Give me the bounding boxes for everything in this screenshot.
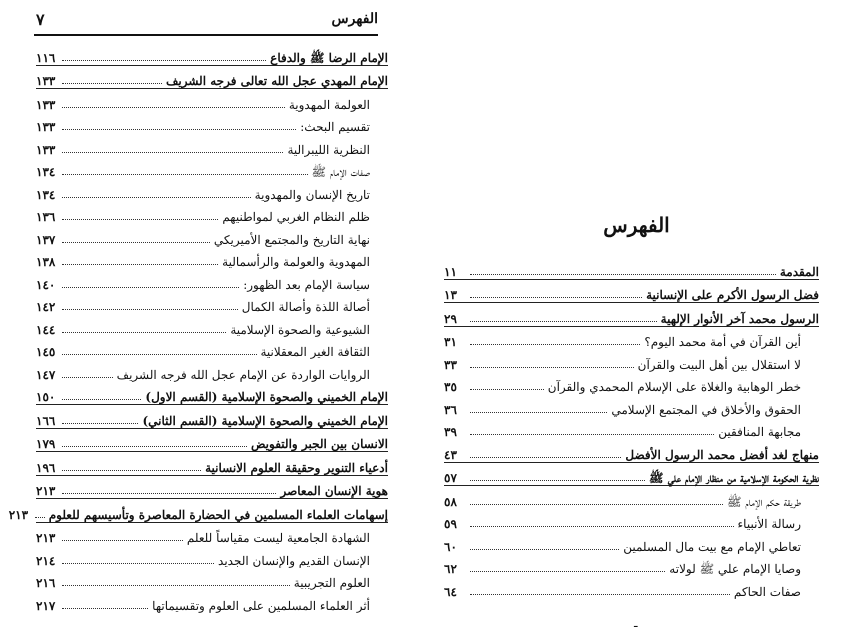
- toc-entry-title: الإمام الرضا ﷺ والدفاع: [270, 50, 388, 65]
- dot-leader: [62, 83, 162, 84]
- page-header: [34, 8, 378, 36]
- toc-entry: [36, 452, 388, 476]
- toc-entry-title: منهاج لغد أفضل محمد الرسول الأفضل: [625, 447, 819, 462]
- toc-list-left: [8, 42, 388, 613]
- toc-entry: [444, 372, 819, 395]
- toc-entry-title: المقدمة: [779, 264, 819, 279]
- toc-entry-title: الإمام المهدي عجل الله تعالى فرجه الشريف: [165, 74, 388, 88]
- toc-entry-title: النظرية الليبرالية: [287, 142, 370, 157]
- toc-entry-title: إسهامات العلماء المسلمين في الحضارة المعاصرة وتأسيسهم للعلوم: [48, 507, 388, 522]
- toc-entry: [36, 66, 388, 90]
- dot-leader: [470, 344, 640, 345]
- dot-leader: [470, 504, 723, 505]
- toc-entry: [444, 303, 819, 327]
- toc-entry-page: ١٤٥: [36, 345, 56, 359]
- toc-entry-title: خطر الوهابية والغلاة على الإسلام المحمدي والقرآن: [547, 380, 801, 394]
- toc-entry: [444, 280, 819, 304]
- dot-leader: [470, 594, 730, 595]
- toc-entry-page: ٢١٣: [36, 484, 56, 498]
- toc-entry: [36, 112, 388, 135]
- toc-entry-title: سياسة الإمام بعد الظهور:: [243, 277, 370, 292]
- dot-leader: [62, 399, 141, 400]
- toc-entry: [36, 202, 388, 225]
- toc-entry-page: ١٤٢: [36, 300, 56, 314]
- toc-entry: [444, 463, 819, 487]
- toc-entry-page: ١٦٦: [36, 413, 56, 428]
- toc-entry: [36, 42, 388, 66]
- dot-leader: [62, 219, 218, 220]
- dot-leader: [62, 264, 218, 265]
- dot-leader: [62, 377, 113, 378]
- dot-leader: [470, 412, 607, 413]
- toc-entry-page: ٢١٧: [36, 598, 56, 613]
- toc-entry-title: تاريخ الإنسان والمهدوية: [254, 187, 370, 202]
- toc-entry: [444, 576, 819, 599]
- toc-entry-page: ١١٦: [36, 50, 56, 65]
- toc-entry: [36, 179, 388, 202]
- dot-leader: [62, 608, 148, 609]
- dot-leader: [62, 107, 285, 108]
- toc-entry: [36, 429, 388, 453]
- toc-entry-page: ٣٣: [444, 357, 457, 372]
- toc-entry: [444, 349, 819, 372]
- toc-entry-title: نهاية التاريخ والمجتمع الأميريكي: [213, 232, 370, 247]
- toc-entry-page: ١٣٧: [36, 232, 56, 247]
- toc-entry: [444, 486, 819, 509]
- toc-entry: [36, 247, 388, 270]
- toc-entry: [444, 417, 819, 440]
- toc-entry-page: ١٤٠: [36, 277, 56, 292]
- toc-entry-page: ١٣٤: [36, 187, 56, 202]
- toc-entry-page: ٢١٤: [36, 553, 56, 568]
- dot-leader: [470, 297, 642, 298]
- toc-entry-title: رسالة الأنبياء: [737, 517, 801, 531]
- toc-entry-page: ١٣٣: [36, 120, 56, 134]
- toc-entry: [444, 554, 819, 577]
- dot-leader: [62, 129, 296, 130]
- toc-entry-page: ١٧٩: [36, 437, 56, 451]
- dot-leader: [62, 423, 138, 424]
- dot-leader: [470, 480, 645, 481]
- dot-leader: [62, 242, 210, 243]
- toc-entry: [36, 523, 388, 546]
- toc-entry-page: ٢١٣: [36, 531, 56, 545]
- toc-entry-page: ١٤٧: [36, 367, 56, 382]
- toc-list-right: [444, 256, 819, 599]
- toc-entry: [36, 337, 388, 360]
- toc-entry-page: ٣٩: [444, 425, 457, 439]
- toc-entry-page: ٣٦: [444, 402, 457, 417]
- toc-entry: [36, 590, 388, 613]
- dot-leader: [470, 367, 634, 368]
- toc-entry-title: تعاطي الإمام مع بيت مال المسلمين: [623, 539, 801, 554]
- toc-entry-title: الإنسان القديم والإنسان الجديد: [218, 553, 370, 568]
- toc-entry: [444, 256, 819, 280]
- toc-entry-page: ٦٠: [444, 539, 457, 554]
- toc-entry-title: المهدوية والعولمة والرأسمالية: [222, 255, 370, 269]
- toc-entry-page: ١٣٤: [36, 165, 56, 179]
- toc-entry-page: ١٣٨: [36, 255, 56, 269]
- dot-leader: [62, 309, 238, 310]
- toc-entry: [36, 134, 388, 157]
- toc-entry-title: العلوم التجريبية: [293, 576, 370, 590]
- toc-entry: [36, 382, 388, 406]
- toc-entry-title: أثر العلماء المسلمين على العلوم وتقسيماتها: [152, 598, 370, 613]
- toc-entry-title: الانسان بين الجبر والتفويض: [250, 437, 388, 451]
- dot-leader: [62, 585, 290, 586]
- toc-entry-title: طريقة حكم الإمام ﷺ: [727, 494, 801, 509]
- page-number: ٧: [36, 10, 45, 29]
- toc-entry-page: ٢١٦: [36, 576, 56, 590]
- toc-entry-title: لا استقلال بين أهل البيت والقرآن: [637, 357, 801, 372]
- toc-entry-page: ٢٩: [444, 311, 457, 326]
- toc-entry-title: الإمام الخميني والصحوة الإسلامية (القسم الاول): [145, 390, 388, 404]
- toc-entry: [8, 499, 388, 523]
- toc-entry-page: ١٣: [444, 288, 457, 302]
- toc-entry-title: الرسول محمد آخر الأنوار الإلهية: [660, 311, 819, 326]
- toc-entry-page: ٥٩: [444, 517, 457, 531]
- page-mark: ـ: [634, 616, 638, 630]
- toc-entry-page: ١٣٦: [36, 210, 56, 224]
- toc-entry: [36, 476, 388, 500]
- dot-leader: [62, 446, 247, 447]
- toc-entry-page: ٥٧: [444, 471, 457, 485]
- toc-entry: [36, 224, 388, 247]
- toc-entry-page: ٤٣: [444, 447, 457, 462]
- dot-leader: [470, 274, 776, 275]
- toc-entry: [36, 314, 388, 337]
- toc-entry-title: صفات الإمام ﷺ: [311, 165, 370, 179]
- toc-entry-page: ١١: [444, 264, 457, 279]
- toc-entry-page: ١٣٣: [36, 142, 56, 157]
- dot-leader: [62, 470, 201, 471]
- toc-entry-title: العولمة المهدوية: [288, 97, 370, 112]
- toc-entry-page: ١٣٣: [36, 97, 56, 112]
- toc-entry-title: الشهادة الجامعية ليست مقياساً للعلم: [186, 531, 370, 545]
- toc-entry: [444, 394, 819, 417]
- toc-entry-page: ٢١٣: [8, 507, 29, 522]
- toc-entry-page: ٦٤: [444, 584, 457, 599]
- dot-leader: [62, 493, 276, 494]
- dot-leader: [470, 549, 619, 550]
- toc-entry-page: ٦٢: [444, 562, 457, 576]
- dot-leader: [35, 517, 45, 518]
- dot-leader: [62, 540, 183, 541]
- toc-entry-title: فضل الرسول الأكرم على الإنسانية: [646, 288, 819, 302]
- toc-entry-title: مجابهة المنافقين: [718, 425, 801, 439]
- toc-entry-page: ١٩٦: [36, 460, 56, 475]
- toc-entry-page: ٣١: [444, 335, 457, 349]
- toc-entry: [36, 292, 388, 315]
- dot-leader: [470, 321, 657, 322]
- toc-entry-title: نظرية الحكومة الإسلامية من منظار الإمام علي ﷺ: [649, 471, 819, 485]
- toc-entry: [444, 531, 819, 554]
- dot-leader: [470, 571, 665, 572]
- dot-leader: [470, 457, 621, 458]
- toc-entry: [36, 157, 388, 180]
- toc-entry-title: الثقافة الغير المعقلانية: [260, 345, 370, 359]
- left-page: [0, 0, 410, 639]
- dot-leader: [470, 389, 544, 390]
- toc-entry: [444, 439, 819, 463]
- dot-leader: [62, 60, 266, 61]
- toc-entry-title: تقسيم البحث:: [300, 120, 370, 134]
- toc-entry-title: أدعياء التنوير وحقيقة العلوم الانسانية: [205, 460, 388, 475]
- dot-leader: [470, 526, 734, 527]
- toc-entry-page: ١٥٠: [36, 390, 56, 404]
- dot-leader: [62, 152, 283, 153]
- dot-leader: [62, 174, 308, 175]
- toc-entry-title: ظلم النظام الغربي لمواطنيهم: [222, 210, 370, 224]
- toc-entry-title: الروايات الواردة عن الإمام عجل الله فرجه الشريف: [116, 367, 370, 382]
- toc-entry-title: الشيوعية والصحوة الإسلامية: [230, 322, 370, 337]
- dot-leader: [62, 197, 251, 198]
- toc-entry-title: أين القرآن في أمة محمد اليوم؟: [644, 335, 801, 349]
- toc-entry-title: الإمام الخميني والصحوة الإسلامية (القسم الثاني): [142, 413, 388, 428]
- dot-leader: [62, 287, 239, 288]
- toc-entry-title: وصايا الإمام علي ﷺ لولاته: [669, 562, 801, 576]
- toc-entry-page: ١٤٤: [36, 322, 56, 337]
- toc-entry: [36, 405, 388, 429]
- toc-entry-page: ٣٥: [444, 380, 457, 394]
- toc-entry: [36, 89, 388, 112]
- toc-entry-title: أصالة اللذة وأصالة الكمال: [241, 300, 370, 314]
- toc-entry-title: صفات الحاكم: [733, 584, 801, 599]
- toc-entry: [444, 327, 819, 350]
- dot-leader: [62, 563, 214, 564]
- toc-entry-title: هوية الإنسان المعاصر: [280, 484, 388, 498]
- dot-leader: [62, 332, 226, 333]
- toc-entry: [36, 568, 388, 591]
- toc-entry: [36, 269, 388, 292]
- running-title: الفهرس: [331, 11, 378, 27]
- toc-entry: [444, 509, 819, 532]
- dot-leader: [470, 434, 714, 435]
- dot-leader: [62, 354, 257, 355]
- toc-title: الفهرس: [603, 213, 670, 237]
- toc-entry-page: ٥٨: [444, 494, 457, 509]
- toc-entry: [36, 545, 388, 568]
- toc-entry-page: ١٣٣: [36, 74, 56, 88]
- toc-entry: [36, 359, 388, 382]
- right-page: [430, 0, 843, 639]
- toc-entry-title: الحقوق والأخلاق في المجتمع الإسلامي: [611, 402, 801, 417]
